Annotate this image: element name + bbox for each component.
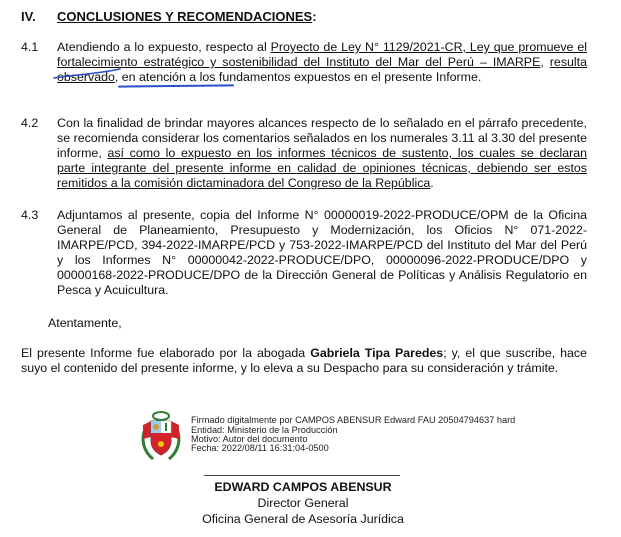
signer-position: Director General	[257, 496, 349, 510]
closing-salutation: Atentamente,	[48, 316, 122, 330]
final-paragraph	[21, 346, 587, 376]
signature-line-1: Firmado digitalmente por CAMPOS ABENSUR Edward FAU 20504794637 hard	[191, 415, 516, 425]
signature-line-4: Fecha: 2022/08/11 16:31:04-0500	[191, 443, 329, 453]
paragraph-4-2	[57, 116, 587, 191]
signer-office: Oficina General de Asesoría Jurídica	[202, 512, 404, 526]
paragraph-4-3	[57, 208, 587, 298]
author-name: Gabriela Tipa Paredes	[310, 346, 444, 360]
item-number-4-3: 4.3	[21, 208, 39, 222]
p41-seg4: , en atención a los fundamentos expuestos en el presente Informe.	[114, 70, 482, 84]
section-heading	[57, 9, 317, 24]
signature-rule	[204, 475, 400, 476]
item-number-4-2: 4.2	[21, 116, 39, 130]
final-after: ; y, el que suscribe, hace suyo el contenido del presente informe, y lo eleva a su Despacho para su consideración y trámite.	[21, 346, 588, 375]
signer-name: EDWARD CAMPOS ABENSUR	[214, 480, 392, 494]
p41-seg2: ,	[540, 55, 550, 69]
section-number: IV.	[21, 9, 36, 24]
item-number-4-1: 4.1	[21, 40, 39, 54]
p43-seg0: Adjuntamos al presente, copia del Informe N° 00000019-2022-PRODUCE/OPM de la Oficina General de Planeamiento, Presupuesto y Modernización, los Oficios N° 071-2022-IMARPE/PCD, 394-2022-IMARPE/PCD y 753-2022-IMARPE/PCD del Instituto del Mar del Perú y los Informes N° 00000042-2022-PRODUCE/DPO, 00000096-2022-PRODUCE/DPO y 00000168-2022-PRODUCE/DPO de la Dirección General de Políticas y Análisis Regulatorio en Pesca y Acuicultura.	[57, 208, 587, 297]
pen-mark-stroke	[52, 66, 122, 80]
section-title-colon: :	[312, 9, 317, 24]
final-before: El presente Informe fue elaborado por la abogada	[21, 346, 311, 360]
p42-seg2: .	[430, 176, 434, 190]
p42-seg0: Con la finalidad de brindar mayores alcances respecto de lo señalado en el párrafo precedente, se recomienda considerar los comentarios señalados en los numerales 3.11 al 3.30 del presente informe,	[57, 116, 587, 160]
pen-underline-mark	[118, 84, 234, 87]
signature-line-3: Motivo: Autor del documento	[191, 434, 308, 444]
paragraph-4-1	[57, 40, 587, 85]
p42-technical-reports: así como lo expuesto en los informes técnicos de sustento, los cuales se declaran parte integrante del presente informe en calidad de opiniones técnicas, debiendo ser estos remitidos a la comisión dictaminadora del Congreso de la República	[57, 146, 588, 190]
p41-result-observed: resulta observado	[57, 55, 587, 84]
p41-bill-reference: Proyecto de Ley N° 1129/2021-CR, Ley que promueve el fortalecimiento estratégico y sostenibilidad del Instituto del Mar del Perú – IMARPE	[57, 40, 588, 69]
coat-of-arms-seal	[139, 407, 183, 465]
p41-seg0: Atendiendo a lo expuesto, respecto al	[57, 40, 271, 54]
section-title: CONCLUSIONES Y RECOMENDACIONES	[57, 9, 313, 24]
signature-line-2: Entidad: Ministerio de la Producción	[191, 425, 338, 435]
